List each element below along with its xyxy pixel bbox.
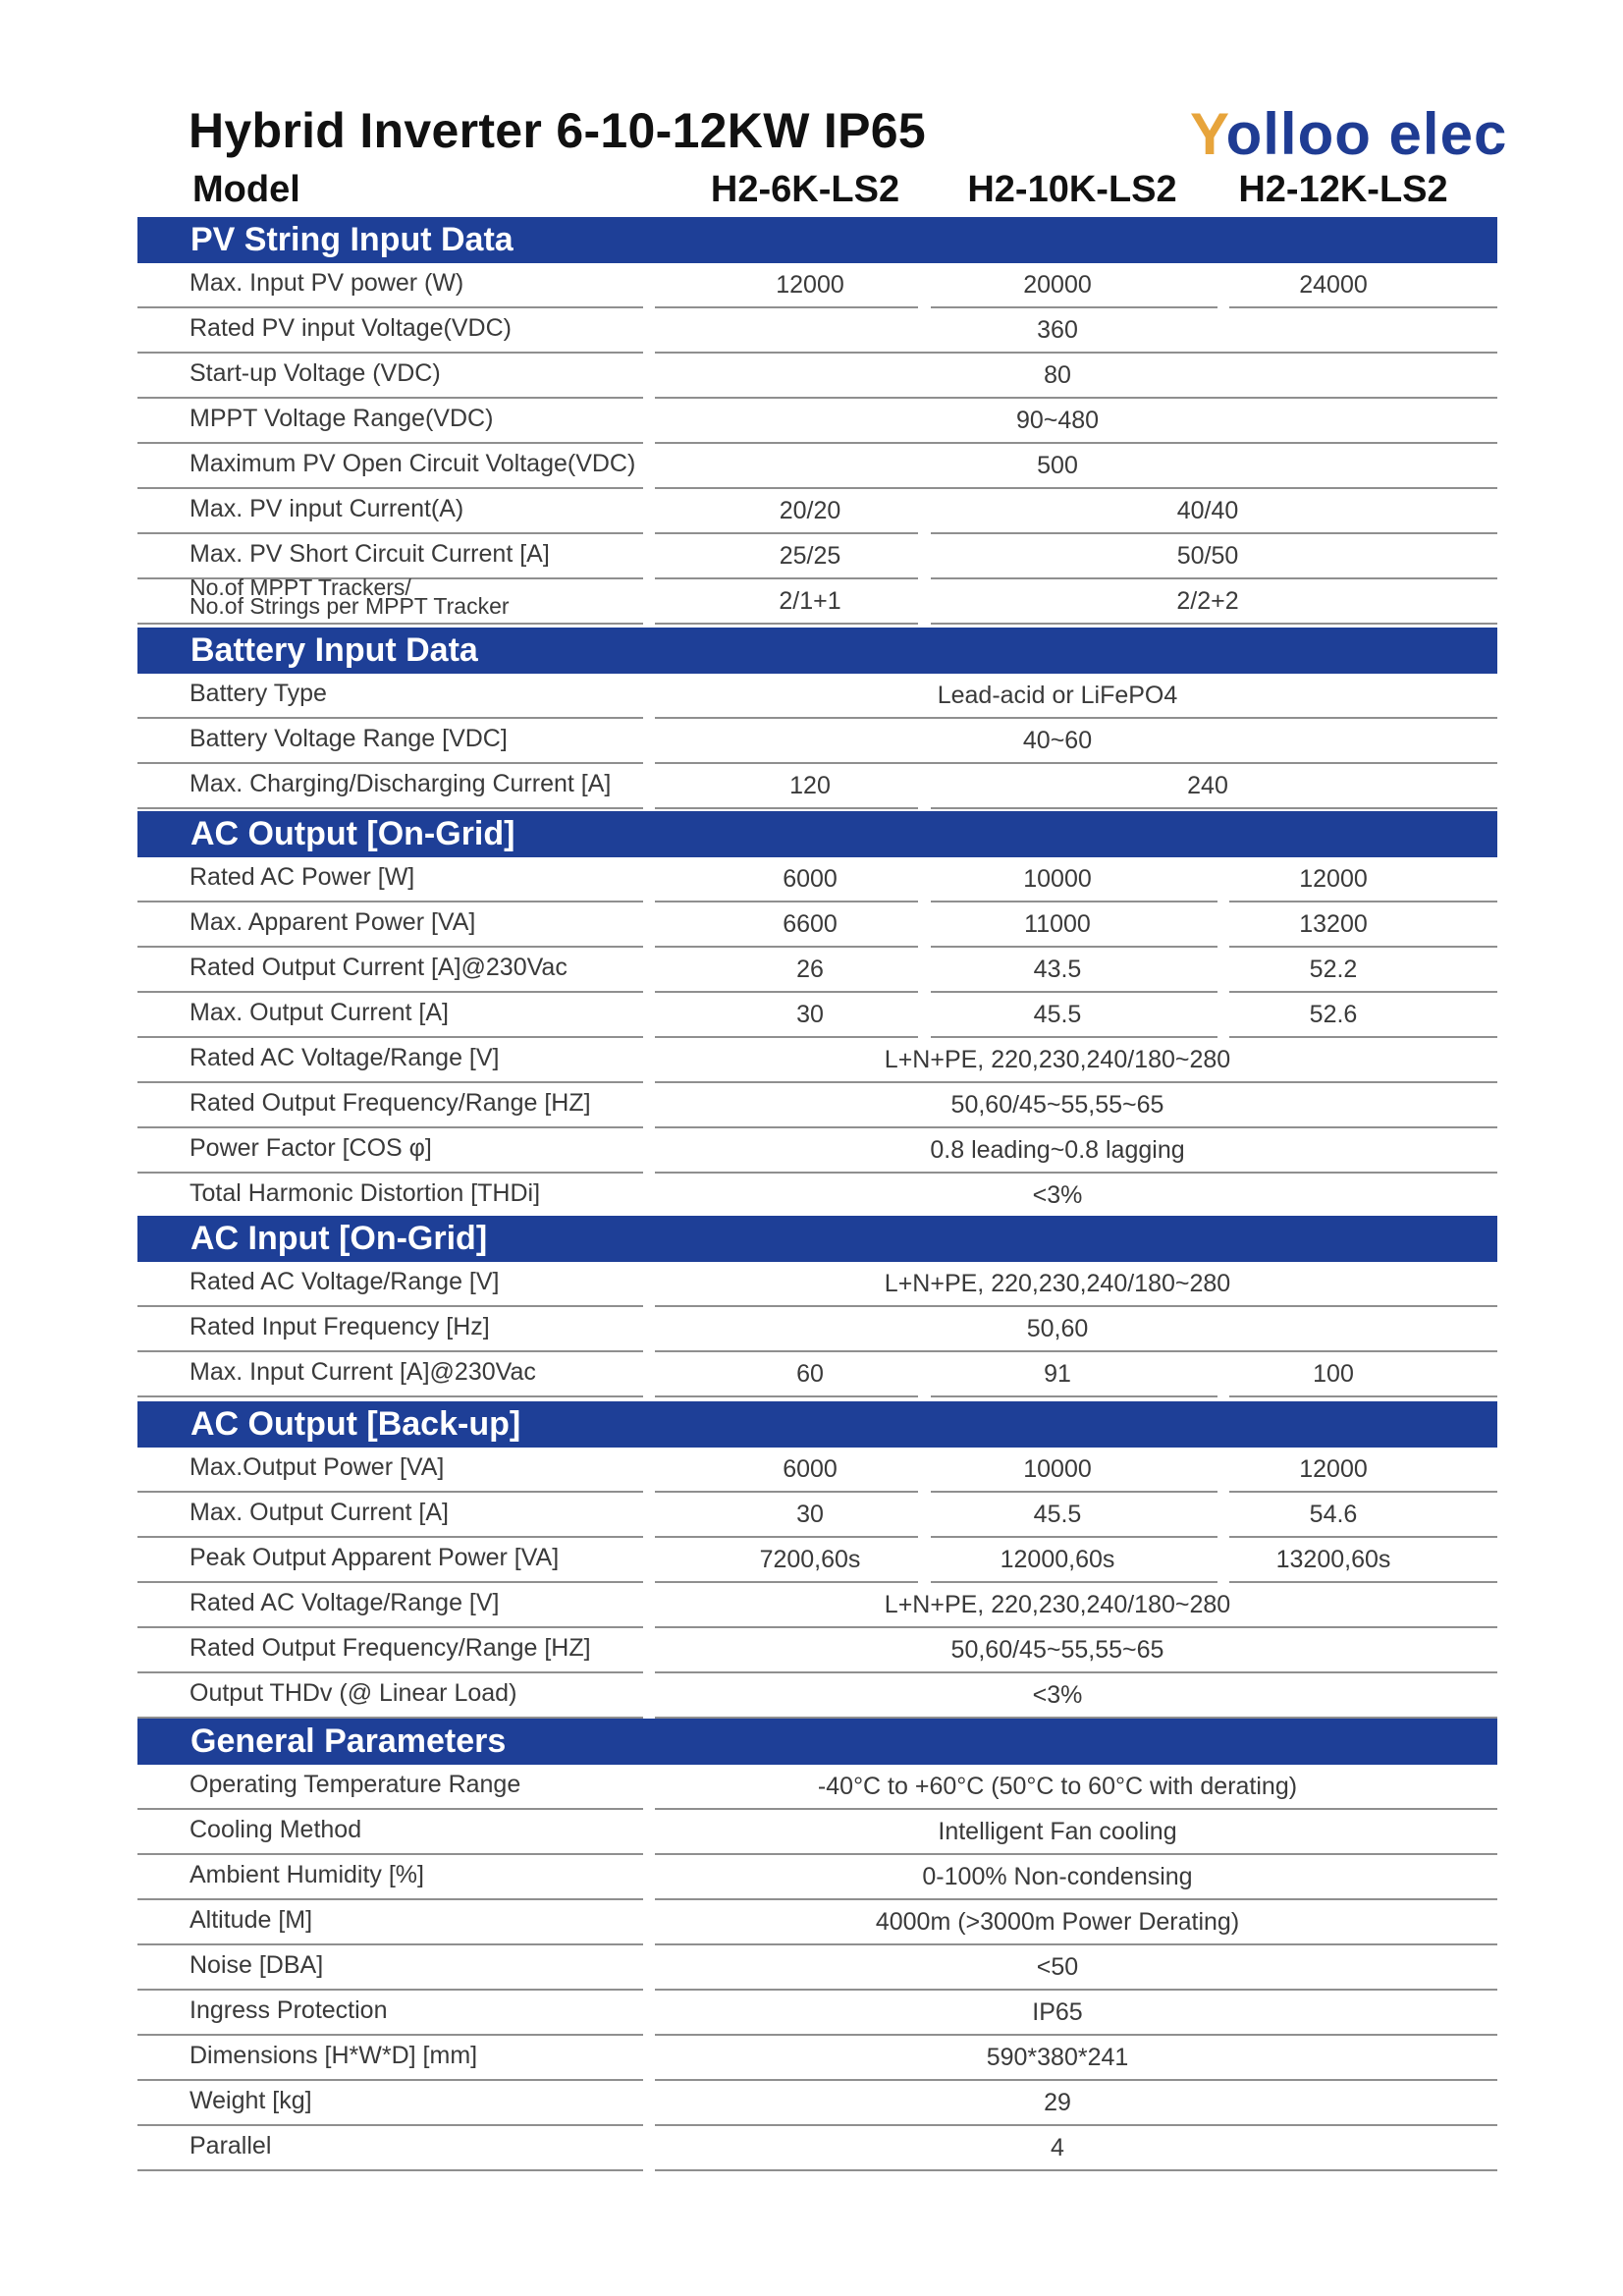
table-cell: 54.6 xyxy=(1309,1501,1358,1528)
table-row xyxy=(137,308,1497,354)
table-cell: 7200,60s xyxy=(759,1546,861,1573)
row-label: Max. PV Short Circuit Current [A] xyxy=(189,540,550,568)
table-row xyxy=(137,948,1497,993)
table-cell: L+N+PE, 220,230,240/180~280 xyxy=(884,1270,1231,1297)
table-row xyxy=(137,902,1497,948)
row-label: Ingress Protection xyxy=(189,1996,388,2024)
row-label: Dimensions [H*W*D] [mm] xyxy=(189,2042,478,2069)
model-column-1: H2-6K-LS2 xyxy=(710,169,900,210)
row-divider xyxy=(655,623,918,625)
table-cell: 6000 xyxy=(783,1455,838,1483)
table-cell: 90~480 xyxy=(1015,407,1100,434)
table-cell: 11000 xyxy=(1024,910,1091,938)
row-label: Start-up Voltage (VDC) xyxy=(189,359,441,387)
row-label: Max. Input Current [A]@230Vac xyxy=(189,1358,536,1386)
table-row xyxy=(137,1038,1497,1083)
table-cell: 60 xyxy=(796,1360,824,1388)
row-label: Ambient Humidity [%] xyxy=(189,1861,424,1888)
table-cell: L+N+PE, 220,230,240/180~280 xyxy=(884,1591,1231,1618)
table-cell: IP65 xyxy=(1032,1998,1083,2026)
table-row xyxy=(137,1493,1497,1538)
section-title: General Parameters xyxy=(190,1722,507,1760)
row-label: Max.Output Power [VA] xyxy=(189,1453,445,1481)
row-label: Peak Output Apparent Power [VA] xyxy=(189,1544,560,1571)
table-cell: 52.2 xyxy=(1309,956,1358,983)
table-cell: 10000 xyxy=(1023,1455,1092,1483)
table-cell: 26 xyxy=(796,956,824,983)
table-cell: 0-100% Non-condensing xyxy=(922,1863,1193,1890)
row-label: Maximum PV Open Circuit Voltage(VDC) xyxy=(189,450,636,477)
table-row xyxy=(137,1945,1497,1991)
row-divider xyxy=(137,623,643,625)
row-label: Max. Charging/Discharging Current [A] xyxy=(189,770,612,797)
row-label: Total Harmonic Distortion [THDi] xyxy=(189,1179,541,1207)
table-cell: 12000 xyxy=(1299,1455,1368,1483)
row-divider xyxy=(137,2169,643,2171)
model-header-row xyxy=(137,165,1497,214)
table-cell: 29 xyxy=(1044,2089,1071,2116)
table-row xyxy=(137,1083,1497,1128)
row-label: Battery Type xyxy=(189,680,327,707)
table-cell: 2/1+1 xyxy=(779,587,841,615)
row-label: Output THDv (@ Linear Load) xyxy=(189,1679,517,1707)
row-divider xyxy=(137,1395,643,1397)
row-label: No.of MPPT Trackers/ No.of Strings per MPPT Tracker xyxy=(189,574,510,619)
table-cell: 45.5 xyxy=(1033,1001,1082,1028)
table-cell: 6600 xyxy=(783,910,838,938)
section-header xyxy=(137,217,1497,263)
table-cell: 50/50 xyxy=(1176,542,1239,570)
row-label: Rated AC Voltage/Range [V] xyxy=(189,1044,500,1071)
table-cell: 50,60/45~55,55~65 xyxy=(950,1636,1164,1664)
model-label: Model xyxy=(192,169,300,210)
row-label: Max. Output Current [A] xyxy=(189,1499,449,1526)
table-cell: 500 xyxy=(1037,452,1078,479)
table-cell: 12000 xyxy=(776,271,844,299)
row-divider xyxy=(137,807,643,809)
table-row xyxy=(137,674,1497,719)
table-cell: 12000,60s xyxy=(1000,1546,1115,1573)
table-row xyxy=(137,993,1497,1038)
table-row xyxy=(137,857,1497,902)
model-column-2: H2-10K-LS2 xyxy=(967,169,1177,210)
section-header xyxy=(137,811,1497,857)
row-label: MPPT Voltage Range(VDC) xyxy=(189,405,494,432)
section-title: PV String Input Data xyxy=(190,221,514,258)
table-cell: Lead-acid or LiFePO4 xyxy=(937,682,1178,709)
table-cell: 24000 xyxy=(1299,271,1368,299)
row-label: Operating Temperature Range xyxy=(189,1771,521,1798)
row-label: Rated PV input Voltage(VDC) xyxy=(189,314,512,342)
table-row xyxy=(137,1900,1497,1945)
row-divider xyxy=(655,1395,918,1397)
table-row xyxy=(137,1855,1497,1900)
row-label: Noise [DBA] xyxy=(189,1951,324,1979)
table-cell: 91 xyxy=(1044,1360,1071,1388)
row-divider xyxy=(1229,1395,1497,1397)
table-cell: Intelligent Fan cooling xyxy=(938,1818,1177,1845)
section-header xyxy=(137,1719,1497,1765)
table-cell: 45.5 xyxy=(1033,1501,1082,1528)
table-row xyxy=(137,2036,1497,2081)
table-cell: 20/20 xyxy=(779,497,841,524)
table-cell: 13200,60s xyxy=(1275,1546,1391,1573)
table-cell: 100 xyxy=(1313,1360,1354,1388)
row-label: Rated Output Frequency/Range [HZ] xyxy=(189,1634,591,1662)
table-row xyxy=(137,489,1497,534)
row-label: Parallel xyxy=(189,2132,272,2159)
row-label: Power Factor [COS φ] xyxy=(189,1134,432,1162)
table-cell: 43.5 xyxy=(1033,956,1082,983)
table-cell: 10000 xyxy=(1023,865,1092,893)
row-label: Rated AC Voltage/Range [V] xyxy=(189,1589,500,1616)
table-row xyxy=(137,399,1497,444)
table-cell: 25/25 xyxy=(779,542,841,570)
table-cell: 590*380*241 xyxy=(986,2044,1129,2071)
table-row xyxy=(137,1765,1497,1810)
row-divider xyxy=(931,1395,1217,1397)
brand-logo xyxy=(1190,100,1507,168)
row-label: Max. Apparent Power [VA] xyxy=(189,908,476,936)
table-cell: 6000 xyxy=(783,865,838,893)
section-header xyxy=(137,628,1497,674)
table-row xyxy=(137,1174,1497,1219)
table-cell: 20000 xyxy=(1023,271,1092,299)
table-row xyxy=(137,719,1497,764)
row-label: Altitude [M] xyxy=(189,1906,313,1934)
row-label: Battery Voltage Range [VDC] xyxy=(189,725,508,752)
table-cell: 30 xyxy=(796,1501,824,1528)
table-row xyxy=(137,574,1497,625)
row-divider xyxy=(931,807,1497,809)
row-label: Rated Output Current [A]@230Vac xyxy=(189,954,568,981)
table-row xyxy=(137,2126,1497,2171)
model-column-3: H2-12K-LS2 xyxy=(1238,169,1448,210)
section-title: AC Input [On-Grid] xyxy=(190,1220,488,1257)
row-label: Max. Input PV power (W) xyxy=(189,269,464,297)
section-title: Battery Input Data xyxy=(190,631,478,669)
row-label: Rated AC Power [W] xyxy=(189,863,415,891)
table-cell: L+N+PE, 220,230,240/180~280 xyxy=(884,1046,1231,1073)
table-cell: <3% xyxy=(1032,1681,1083,1709)
table-cell: 12000 xyxy=(1299,865,1368,893)
table-cell: 30 xyxy=(796,1001,824,1028)
table-cell: 52.6 xyxy=(1309,1001,1358,1028)
table-row xyxy=(137,1538,1497,1583)
table-row xyxy=(137,1448,1497,1493)
table-row xyxy=(137,1583,1497,1628)
table-cell: 2/2+2 xyxy=(1176,587,1239,615)
table-cell: <3% xyxy=(1032,1181,1083,1209)
row-label: Max. PV input Current(A) xyxy=(189,495,464,522)
table-cell: -40°C to +60°C (50°C to 60°C with derating) xyxy=(817,1773,1298,1800)
table-cell: 50,60/45~55,55~65 xyxy=(950,1091,1164,1119)
table-cell: 240 xyxy=(1187,772,1228,799)
table-cell: 40/40 xyxy=(1176,497,1239,524)
row-label: Rated Output Frequency/Range [HZ] xyxy=(189,1089,591,1117)
table-row xyxy=(137,354,1497,399)
table-cell: 120 xyxy=(789,772,831,799)
table-row xyxy=(137,263,1497,308)
table-row xyxy=(137,2081,1497,2126)
table-cell: 4000m (>3000m Power Derating) xyxy=(875,1908,1240,1936)
table-cell: 0.8 leading~0.8 lagging xyxy=(930,1136,1185,1164)
table-row xyxy=(137,1628,1497,1673)
table-row xyxy=(137,1991,1497,2036)
section-title: AC Output [On-Grid] xyxy=(190,815,515,852)
section-header xyxy=(137,1216,1497,1262)
table-cell: 40~60 xyxy=(1022,727,1093,754)
row-label: Rated AC Voltage/Range [V] xyxy=(189,1268,500,1295)
table-row xyxy=(137,1307,1497,1352)
table-row xyxy=(137,1673,1497,1719)
table-cell: 80 xyxy=(1044,361,1071,389)
row-divider xyxy=(655,807,918,809)
row-label: Rated Input Frequency [Hz] xyxy=(189,1313,490,1340)
section-title: AC Output [Back-up] xyxy=(190,1405,521,1443)
row-label: Cooling Method xyxy=(189,1816,362,1843)
table-row xyxy=(137,1262,1497,1307)
table-cell: <50 xyxy=(1036,1953,1079,1981)
table-cell: 13200 xyxy=(1299,910,1368,938)
row-label: Weight [kg] xyxy=(189,2087,312,2114)
section-header xyxy=(137,1401,1497,1448)
logo-text: olloo elec xyxy=(1225,101,1508,167)
table-row xyxy=(137,1128,1497,1174)
row-divider xyxy=(931,623,1497,625)
table-row xyxy=(137,764,1497,809)
table-cell: 360 xyxy=(1037,316,1078,344)
row-divider xyxy=(655,2169,1497,2171)
table-row xyxy=(137,444,1497,489)
table-cell: 4 xyxy=(1051,2134,1064,2161)
row-label: Max. Output Current [A] xyxy=(189,999,449,1026)
table-row xyxy=(137,1352,1497,1397)
table-row xyxy=(137,534,1497,579)
document-title: Hybrid Inverter 6-10-12KW IP65 xyxy=(189,103,926,158)
logo-mark: Y xyxy=(1190,101,1226,167)
table-row xyxy=(137,1810,1497,1855)
table-cell: 50,60 xyxy=(1026,1315,1089,1342)
